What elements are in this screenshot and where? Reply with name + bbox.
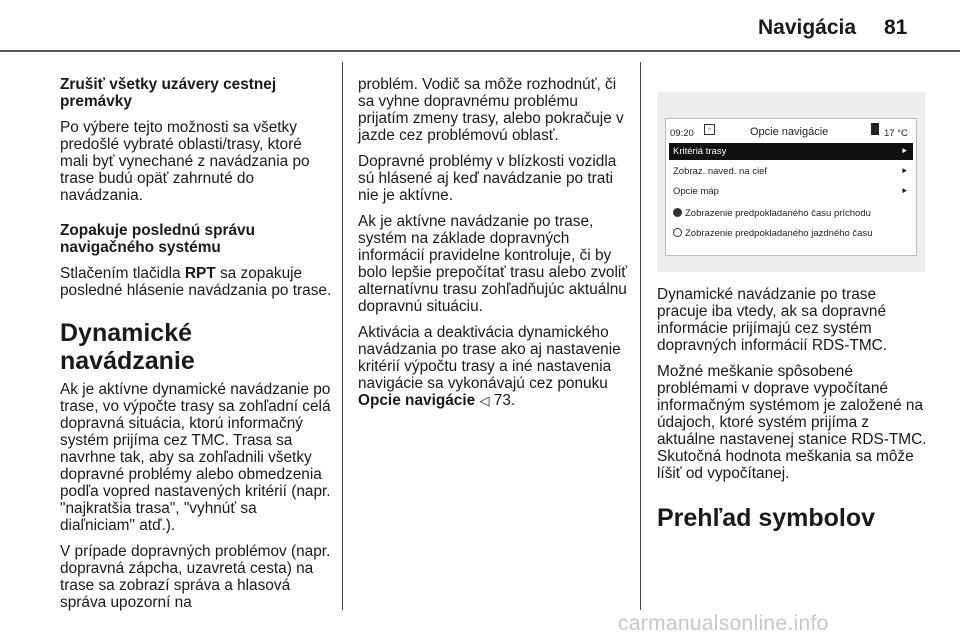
- screen-clock: 09:20: [670, 128, 694, 139]
- paragraph: Ak je aktívne navádzanie po trase, systém na základe dopravných informácií pravidelne kontroluje, či by bolo lepšie prepočítať trasu alebo zvoliť alternatívnu trasu zohľadňujúc aktuálnu dopravnú situáciu.: [358, 213, 628, 315]
- radio-arrival-time[interactable]: Zobrazenie predpokladaného času príchodu: [669, 205, 913, 222]
- screen-temperature: 17 °C: [884, 128, 908, 139]
- paragraph: Dopravné problémy v blízkosti vozidla sú hlásené aj keď navádzanie po trati nie je aktívne.: [358, 153, 617, 204]
- radio-selected-icon: [673, 208, 682, 217]
- paragraph: Ak je aktívne dynamické navádzanie po trase, vo výpočte trasy sa zohľadní celá dopravná situácia, ktorú informačný systém prijíma cez TMC. Trasa sa navrhne tak, aby sa zohľadnili všetky dopravné problémy alebo obmedzenia podľa vopred nastavených kritérií (napr. "najkratšia trasa", "vyhnúť sa diaľniciam" atď.).: [60, 381, 331, 534]
- menu-item-map-options[interactable]: Opcie máp ⯈: [669, 183, 913, 200]
- paragraph: Možné meškanie spôsobené problémami v doprave vypočítané informačným systémom je založené na údajoch, ktoré systém prijíma z aktuálne nastavenej stanice RDS-TMC. Skutočná hodnota meškania sa môže líšiť od vypočítanej.: [657, 363, 927, 482]
- chevron-right-icon: ⯈: [900, 146, 908, 156]
- heading-dynamic-guidance: Dynamické navádzanie: [60, 319, 195, 375]
- section-body-repeat-message: Stlačením tlačidla RPT sa zopakuje posledné hlásenie navádzania po trase.: [60, 265, 332, 299]
- menu-item-route-criteria[interactable]: Kritériá trasy ⯈: [669, 143, 913, 160]
- page-header: [0, 0, 960, 50]
- column-2: [358, 76, 628, 418]
- phone-icon: [871, 123, 879, 135]
- menu-item-show-guidance[interactable]: Zobraz. naved. na cieľ ⯈: [669, 163, 913, 180]
- page-number: 81: [884, 16, 908, 39]
- paragraph: problém. Vodič sa môže rozhodnúť, či sa vyhne dopravnému problému prijatím zmeny trasy, alebo pokračuje v jazde cez problémovú oblasť.: [358, 76, 624, 144]
- header-title: Navigácia: [758, 16, 857, 39]
- chevron-right-icon: ⯈: [900, 166, 908, 176]
- screen-status-bar: [666, 119, 916, 141]
- column-3: [657, 86, 927, 538]
- page-ref-arrow-icon: ◁: [479, 393, 490, 408]
- radio-driving-time[interactable]: Zobrazenie predpokladaného jazdného času: [669, 225, 913, 242]
- section-heading-repeat-message: Zopakuje poslednú správu navigačného systému: [60, 222, 255, 256]
- chevron-right-icon: ⯈: [900, 186, 908, 196]
- calendar-icon: ▫: [704, 124, 715, 135]
- column-divider-2: [640, 62, 641, 610]
- navigation-options-screen: [665, 118, 917, 256]
- section-heading-clear-closures: Zrušiť všetky uzávery cestnej premávky: [60, 76, 277, 110]
- heading-symbols-overview: Prehľad symbolov: [657, 504, 876, 532]
- paragraph: Aktivácia a deaktivácia dynamického navádzania po trase ako aj nastavenie kritérií výpočtu trasy a iné nastavenia navigácie sa vykonávajú cez ponuku Opcie navigácie ◁ 73.: [358, 324, 621, 409]
- section-body-clear-closures: Po výbere tejto možnosti sa všetky predošlé vybraté oblasti/trasy, ktoré mali byť vynechané z navádzania po trase budú opäť zahrnuté do navádzania.: [60, 119, 310, 204]
- watermark: carmanualsonline.info: [618, 612, 829, 635]
- menu-ref-navigation-options: Opcie navigácie: [358, 392, 476, 409]
- column-divider-1: [342, 62, 343, 610]
- column-1: [60, 76, 332, 620]
- header-divider: [0, 50, 960, 52]
- paragraph: Dynamické navádzanie po trase pracuje iba vtedy, ak sa dopravné informácie prijímajú cez systém dopravných informácií RDS-TMC.: [657, 286, 888, 354]
- screen-title: Opcie navigácie: [750, 126, 829, 138]
- rpt-key: RPT: [184, 265, 216, 282]
- paragraph: V prípade dopravných problémov (napr. dopravná zápcha, uzavretá cesta) na trase sa zobrazí správa a hlasová správa upozorní na: [60, 543, 331, 611]
- display-screenshot: [657, 92, 925, 272]
- radio-unselected-icon: [673, 228, 682, 237]
